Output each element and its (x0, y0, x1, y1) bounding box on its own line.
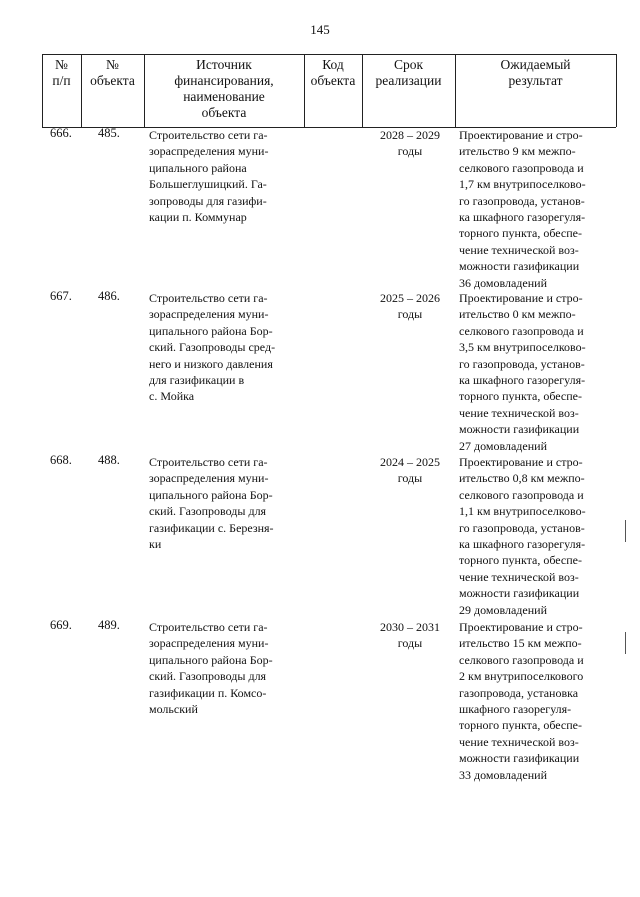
page-number: 145 (310, 22, 330, 37)
header-divider (616, 54, 617, 127)
row-result: Проектирование и стро- ительство 0,8 км межпо- селкового газопровода и 1,1 км внутрипоселково- го газопровода, установ- ка шкафного газорегуля- торного пункта, обеспе- чение технической воз- можности газификации 29 домовладений (459, 455, 586, 617)
row-source: Строительство сети га- зораспределения муни- ципального района Бор- ский. Газопроводы для газификации п. Комсо- мольский (149, 620, 273, 717)
row-number: 667. (50, 289, 72, 303)
header-source: Источник финансирования, наименование объекта (174, 57, 274, 120)
row-term: 2030 – 2031 годы (380, 620, 440, 651)
row-number: 668. (50, 453, 72, 467)
row-number: 666. (50, 126, 72, 140)
scan-mark (625, 632, 626, 654)
header-num: № п/п (52, 57, 71, 88)
row-result: Проектирование и стро- ительство 15 км межпо- селкового газопровода и 2 км внутрипоселкового газопровода, установка шкафного газорегуля- торного пункта, обеспе- чение технической воз- можности газификации 33 домовладений (459, 620, 584, 782)
row-object-number: 489. (98, 618, 120, 632)
header-code: Код объекта (310, 57, 356, 88)
scan-mark (625, 520, 626, 542)
header-term: Срок реализации (375, 57, 442, 88)
row-object-number: 488. (98, 453, 120, 467)
row-term: 2025 – 2026 годы (380, 291, 440, 322)
row-source: Строительство сети га- зораспределения муни- ципального района Бор- ский. Газопроводы для газификации с. Березня- ки (149, 455, 274, 552)
row-object-number: 486. (98, 289, 120, 303)
row-source: Строительство сети га- зораспределения муни- ципального района Бор- ский. Газопроводы сред- него и низкого давления для газификации в с. Мойка (149, 291, 276, 404)
header-result: Ожидаемый результат (500, 57, 571, 88)
row-result: Проектирование и стро- ительство 9 км межпо- селкового газопровода и 1,7 км внутрипоселково- го газопровода, установ- ка шкафного газорегуля- торного пункта, обеспе- чение технической воз- можности газификации 36 домовладений (459, 128, 586, 290)
row-term: 2024 – 2025 годы (380, 455, 440, 486)
header-object-number: № объекта (90, 57, 135, 88)
row-result: Проектирование и стро- ительство 0 км межпо- селкового газопровода и 3,5 км внутрипоселково- го газопровода, установ- ка шкафного газорегуля- торного пункта, обеспе- чение технической воз- можности газификации 27 домовладений (459, 291, 586, 453)
row-term: 2028 – 2029 годы (380, 128, 440, 159)
row-object-number: 485. (98, 126, 120, 140)
row-number: 669. (50, 618, 72, 632)
row-source: Строительство сети га- зораспределения муни- ципального района Большеглушицкий. Га- зопроводы для газифи- кации п. Коммунар (149, 128, 269, 225)
